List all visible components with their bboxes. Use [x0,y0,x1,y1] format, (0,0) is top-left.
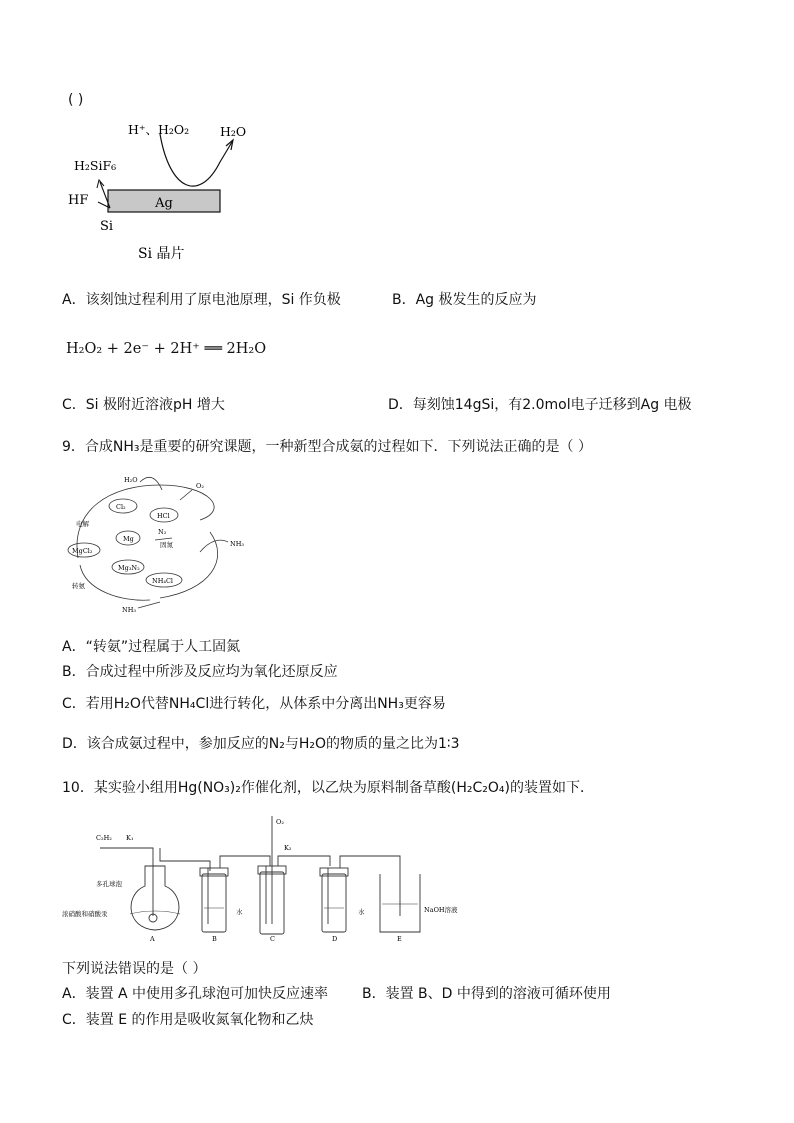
wafer-label: Si 晶片 [138,246,185,262]
q9-option-d: D．该合成氨过程中，参加反应的N₂与H₂O的物质的量之比为1∶3 [62,736,460,752]
q8-option-a: A．该刻蚀过程利用了原电池原理，Si 作负极 [62,292,341,308]
q10-o2: O₂ [276,818,284,826]
q8-equation: H₂O₂ + 2e⁻ + 2H⁺ ══ 2H₂O [66,341,267,357]
q9-hcl: HCl [157,512,170,520]
q9-option-a: A．“转氨”过程属于人工固氮 [62,639,241,655]
q9-o2: O₂ [196,482,204,490]
q10-label-e: E [397,935,402,943]
q9-n2: N₂ [158,528,167,536]
q10-c2h2: C₂H₂ [96,834,112,842]
q10-label-c: C [270,935,275,943]
q8-bracket: ( ) [68,92,84,108]
q10-label-a: A [150,935,155,943]
q10-apparatus-figure [62,816,490,946]
q8-option-c: C．Si 极附近溶液pH 增大 [62,397,225,413]
q10-prompt: 下列说法错误的是（ ） [62,961,207,977]
si-label: Si [100,219,114,234]
hf-label: HF [68,193,89,208]
q8-figure [60,112,260,272]
q9-cl2: Cl₂ [116,503,126,511]
q9-mg: Mg [123,535,134,543]
q10-stem: 10．某实验小组用Hg(NO₃)₂作催化剂，以乙炔为原料制备草酸(H₂C₂O₄)的装置如下． [62,780,594,796]
q8-option-d: D．每刻蚀14gSi，有2.0mol电子迁移到Ag 电极 [388,397,692,413]
q10-acid: 浓硝酸和硝酸汞 [62,910,108,918]
q9-nh4cl: NH₄Cl [152,577,174,585]
q10-option-a: A．装置 A 中使用多孔球泡可加快反应速率 [62,986,329,1002]
q10-naoh: NaOH溶液 [424,906,458,914]
q9-mg3n2: Mg₃N₂ [118,564,140,572]
q10-bubble: 多孔球泡 [96,880,122,888]
q9-stem: 9．合成NH₃是重要的研究课题，一种新型合成氨的过程如下．下列说法正确的是（ ） [62,439,592,455]
q8-reactants: H⁺、H₂O₂ [128,122,190,137]
q9-zhuanan: 转氨 [72,582,85,590]
q9-dianjie: 电解 [76,520,89,528]
q10-option-c: C．装置 E 的作用是吸收氮氧化物和乙炔 [62,1012,314,1028]
q9-gudan: 固氮 [160,541,173,549]
q9-nh3-bottom: NH₃ [122,606,136,614]
q10-k1: K₁ [126,834,134,842]
q9-option-b: B．合成过程中所涉及反应均为氧化还原反应 [62,664,338,680]
q10-water2: 水 [358,908,365,916]
q8-option-b: B．Ag 极发生的反应为 [392,292,537,308]
q10-water1: 水 [236,908,243,916]
q9-mgcl2: MgCl₂ [72,547,93,555]
q9-nh3-right: NH₃ [230,540,244,548]
q9-h2o: H₂O [124,476,138,484]
q10-option-b: B．装置 B、D 中得到的溶液可循环使用 [362,986,611,1002]
q10-label-b: B [212,935,217,943]
h2sif6-label: H₂SiF₆ [74,158,117,173]
q10-label-d: D [332,935,338,943]
q9-cycle-figure [60,470,260,622]
q10-k2: K₂ [284,844,292,852]
ag-label: Ag [155,196,173,211]
q9-option-c: C．若用H₂O代替NH₄Cl进行转化，从体系中分离出NH₃更容易 [62,696,446,712]
q8-product: H₂O [220,124,247,139]
